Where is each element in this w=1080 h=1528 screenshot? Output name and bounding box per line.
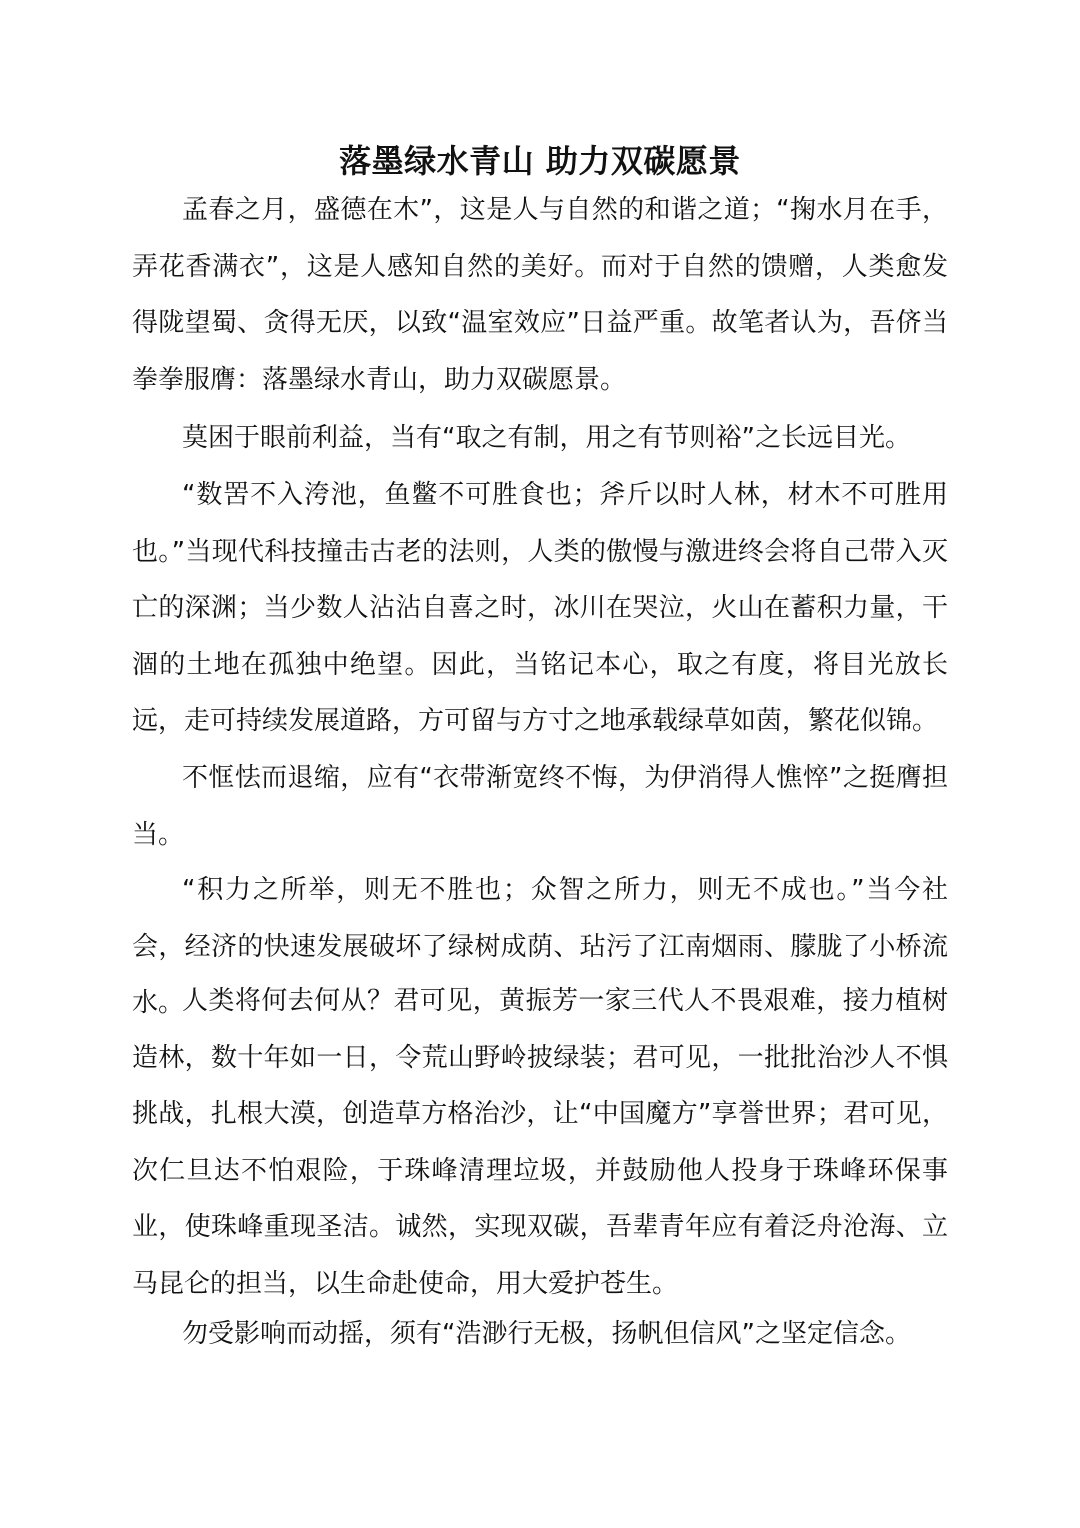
paragraph-2: 莫困于眼前利益，当有“取之有制，用之有节则裕”之长远目光。 [182, 423, 911, 453]
paragraph-7: 勿受影响而动摇，须有“浩渺行无极，扬帆但信风”之坚定信念。 [182, 1319, 911, 1349]
paragraph-4: 不恇怯而退缩，应有“衣带渐宽终不悔，为伊消得人憔悴”之挺膺担当。 [132, 763, 948, 850]
page-title: 落墨绿水青山 助力双碳愿景 [339, 142, 741, 180]
paragraph-1: 孟春之月，盛德在木”，这是人与自然的和谐之道；“掬水月在手，弄花香满衣”，这是人感知自然的美好。而对于自然的馈赠，人类愈发得陇望蜀、贪得无厌，以致“温室效应”日益严重。故笔者认为，吾侪当拳拳服膺：落墨绿水青山，助力双碳愿景。 [132, 195, 948, 395]
paragraph-6: 人类将何去何从？君可见，黄振芳一家三代人不畏艰难，接力植树造林，数十年如一日，令荒山野岭披绿装；君可见，一批批治沙人不惧挑战，扎根大漠，创造草方格治沙，让“中国魔方”享誉世界；君可见，次仁旦达不怕艰险，于珠峰清理垃圾，并鼓励他人投身于珠峰环保事业，使珠峰重现圣洁。诚然，实现双碳，吾辈青年应有着泛舟沧海、立马昆仑的担当，以生命赴使命，用大爱护苍生。 [132, 986, 948, 1299]
paragraph-3: “数罟不入洿池，鱼鳖不可胜食也；斧斤以时人林，材木不可胜用也。”当现代科技撞击古老的法则，人类的傲慢与激进终会将自己带入灭亡的深渊；当少数人沾沾自喜之时，冰川在哭泣，火山在蓄积力量，干涸的土地在孤独中绝望。因此，当铭记本心，取之有度，将目光放长远，走可持续发展道路，方可留与方寸之地承载绿草如茵，繁花似锦。 [132, 480, 948, 736]
paragraph-5: “积力之所举，则无不胜也；众智之所力，则无不成也。”当今社会，经济的快速发展破坏了绿树成荫、玷污了江南烟雨、朦胧了小桥流水。 [132, 875, 948, 1018]
